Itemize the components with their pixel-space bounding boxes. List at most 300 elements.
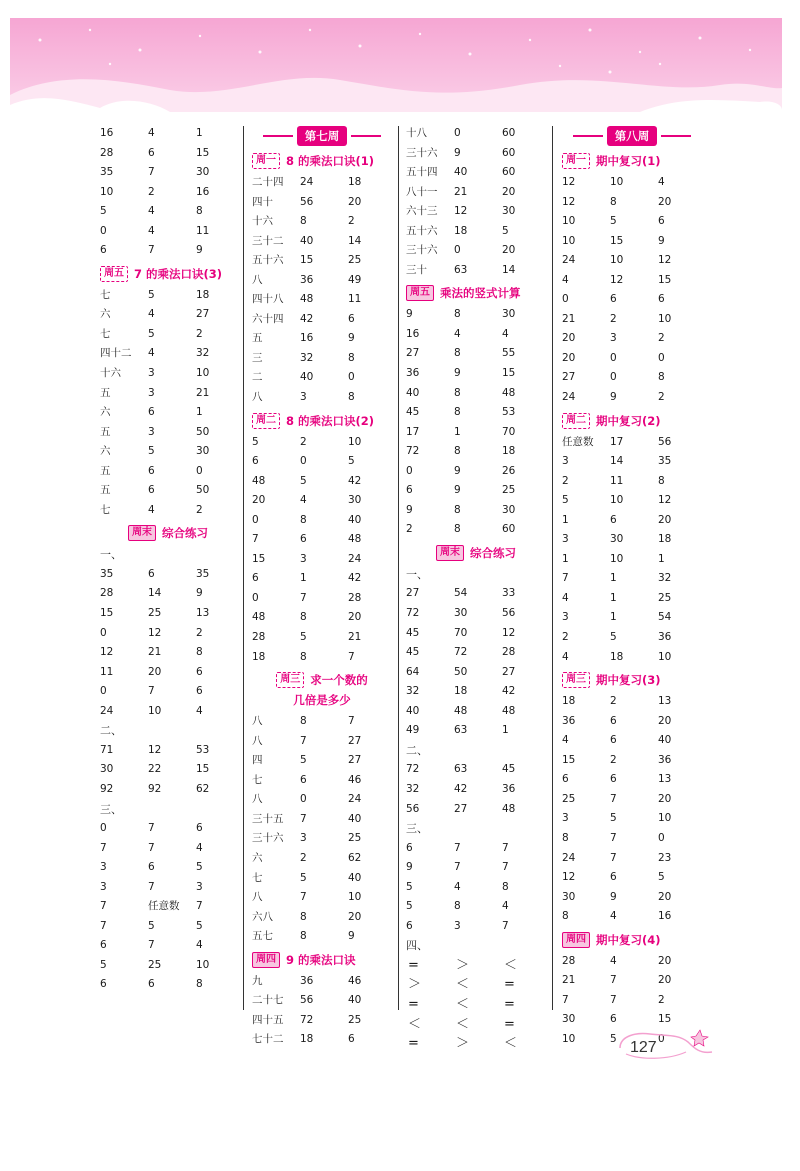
answer-cell: 8 xyxy=(454,445,461,458)
answer-cell: 6 xyxy=(100,978,107,991)
answer-cell: 0 xyxy=(196,464,203,477)
answer-cell: 2 xyxy=(658,391,665,404)
answer-row xyxy=(406,878,546,898)
day-tag: 周一 xyxy=(252,153,280,169)
answer-cell: = xyxy=(408,996,419,1012)
answer-cell: 9 xyxy=(610,391,617,404)
answer-row xyxy=(100,501,236,521)
answer-cell: 5 xyxy=(610,631,617,644)
answer-cell: 3 xyxy=(196,880,203,893)
answer-cell: 7 xyxy=(148,841,155,854)
answer-row xyxy=(406,800,546,820)
answer-cell: 2 xyxy=(196,327,203,340)
answer-cell: 9 xyxy=(454,484,461,497)
answer-cell: 6 xyxy=(148,484,155,497)
answer-cell: 40 xyxy=(406,386,420,399)
answer-cell: 13 xyxy=(658,695,672,708)
answer-cell: 7 xyxy=(148,939,155,952)
answer-row xyxy=(252,212,392,232)
answer-cell: 6 xyxy=(562,773,569,786)
answer-row xyxy=(252,751,392,771)
answer-row xyxy=(252,888,392,908)
answer-row xyxy=(100,624,236,644)
answer-cell: 6 xyxy=(610,714,617,727)
answer-cell: 21 xyxy=(196,386,210,399)
answer-row xyxy=(252,271,392,291)
answer-cell: 四十五 xyxy=(252,1013,284,1026)
answer-row xyxy=(562,290,702,310)
answer-cell: 9 xyxy=(454,464,461,477)
answer-cell: 八 xyxy=(252,391,263,404)
answer-cell: 5 xyxy=(658,871,665,884)
answer-cell: 2 xyxy=(658,993,665,1006)
answer-cell: 45 xyxy=(406,406,420,419)
answer-cell: 2 xyxy=(562,474,569,487)
answer-cell: 11 xyxy=(196,224,210,237)
answer-row xyxy=(562,829,702,849)
answer-cell: 15 xyxy=(300,254,314,267)
answer-cell: 18 xyxy=(300,1033,314,1046)
answer-cell: 62 xyxy=(348,851,362,864)
answer-cell: 7 xyxy=(148,244,155,257)
answer-cell: 10 xyxy=(562,1032,576,1045)
answer-cell: 三十五 xyxy=(252,812,284,825)
answer-cell: 0 xyxy=(406,464,413,477)
answer-cell: 14 xyxy=(502,263,516,276)
answer-cell: 20 xyxy=(562,351,576,364)
answer-cell: 4 xyxy=(148,224,155,237)
answer-row xyxy=(562,193,702,213)
answer-cell: 5 xyxy=(100,958,107,971)
answer-cell: 8 xyxy=(454,386,461,399)
answer-cell: 32 xyxy=(300,351,314,364)
answer-cell: 36 xyxy=(300,974,314,987)
answer-cell: 16 xyxy=(196,185,210,198)
answer-cell: 12 xyxy=(562,195,576,208)
answer-cell: 7 xyxy=(148,685,155,698)
answer-cell: 5 xyxy=(406,900,413,913)
answer-row xyxy=(406,364,546,384)
answer-cell: 五十六 xyxy=(252,254,284,267)
answer-row xyxy=(562,692,702,712)
answer-cell: 8 xyxy=(196,978,203,991)
answer-cell: 十六 xyxy=(100,367,121,380)
answer-cell: 9 xyxy=(454,367,461,380)
answer-cell: 三十六 xyxy=(252,832,284,845)
answer-cell: 30 xyxy=(502,205,516,218)
answer-cell: 49 xyxy=(406,724,420,737)
answer-row xyxy=(100,305,236,325)
answer-cell: 8 xyxy=(454,406,461,419)
answer-cell: 63 xyxy=(454,724,468,737)
answer-cell: 六十四 xyxy=(252,312,284,325)
answer-row xyxy=(100,584,236,604)
answer-cell: 10 xyxy=(610,254,624,267)
answer-row xyxy=(100,384,236,404)
answer-cell: 40 xyxy=(658,734,672,747)
answer-cell: 8 xyxy=(562,831,569,844)
answer-cell: 20 xyxy=(348,195,362,208)
answer-column-1 xyxy=(100,124,236,995)
answer-row xyxy=(100,741,236,761)
answer-cell: 3 xyxy=(300,552,307,565)
answer-row xyxy=(100,241,236,261)
answer-cell: 48 xyxy=(252,611,266,624)
section-header xyxy=(406,282,546,304)
answer-cell: 25 xyxy=(148,607,162,620)
answer-cell: 60 xyxy=(502,127,516,139)
answer-cell: 2 xyxy=(562,631,569,644)
answer-cell: 42 xyxy=(454,782,468,795)
answer-cell: 20 xyxy=(348,910,362,923)
answer-cell: 六 xyxy=(252,851,263,864)
answer-cell: 14 xyxy=(148,587,162,600)
answer-cell: 三 xyxy=(252,351,263,364)
answer-cell: 11 xyxy=(348,293,362,306)
answer-row xyxy=(406,780,546,800)
answer-cell: 6 xyxy=(100,939,107,952)
answer-cell: 六 xyxy=(100,406,111,419)
answer-row xyxy=(100,897,236,917)
answer-row xyxy=(252,829,392,849)
answer-cell: 9 xyxy=(348,930,355,943)
answer-cell: 36 xyxy=(502,782,516,795)
answer-row xyxy=(406,858,546,878)
answer-cell: 1 xyxy=(502,724,509,737)
answer-row xyxy=(252,173,392,193)
answer-cell: 56 xyxy=(502,607,516,620)
answer-cell: 20 xyxy=(658,195,672,208)
answer-cell: 7 xyxy=(100,841,107,854)
answer-cell: 8 xyxy=(300,513,307,526)
answer-row xyxy=(562,433,702,453)
section-title: 乘法的竖式计算 xyxy=(440,286,521,301)
answer-row xyxy=(252,589,392,609)
answer-cell: 27 xyxy=(196,308,210,321)
answer-row xyxy=(406,305,546,325)
answer-row xyxy=(406,344,546,364)
answer-row xyxy=(252,771,392,791)
answer-row xyxy=(406,261,546,281)
answer-row xyxy=(100,222,236,242)
answer-cell: 3 xyxy=(610,332,617,345)
answer-cell: 七 xyxy=(100,503,111,516)
answer-cell: 7 xyxy=(100,900,107,913)
answer-row xyxy=(562,173,702,193)
answer-cell: 四十二 xyxy=(100,347,132,360)
section-header xyxy=(562,150,702,172)
answer-row xyxy=(252,251,392,271)
answer-row xyxy=(252,608,392,628)
answer-cell: 56 xyxy=(300,195,314,208)
answer-cell: 三十六 xyxy=(406,244,438,257)
answer-block xyxy=(562,692,702,927)
answer-cell: 50 xyxy=(196,484,210,497)
column-divider xyxy=(243,126,244,1010)
answer-cell: 6 xyxy=(148,978,155,991)
answer-row xyxy=(406,702,546,722)
answer-cell: 27 xyxy=(562,371,576,384)
answer-row xyxy=(406,163,546,183)
section-header xyxy=(252,150,392,172)
answer-row xyxy=(252,329,392,349)
answer-cell: 8 xyxy=(300,930,307,943)
answer-cell: 16 xyxy=(100,127,114,139)
answer-cell: 42 xyxy=(348,474,362,487)
answer-cell: 7 xyxy=(300,734,307,747)
answer-cell: 46 xyxy=(348,974,362,987)
day-tag: 周一 xyxy=(562,153,590,169)
answer-cell: 28 xyxy=(562,954,576,967)
answer-cell: 24 xyxy=(562,391,576,404)
section-title: 期中复习(2) xyxy=(596,413,661,428)
answer-block xyxy=(406,124,546,280)
answer-cell: 8 xyxy=(196,646,203,659)
answer-cell: 3 xyxy=(562,812,569,825)
answer-cell: 63 xyxy=(454,763,468,776)
answer-cell: 9 xyxy=(406,308,413,321)
section-number: 三、 xyxy=(100,802,122,816)
answer-row xyxy=(562,251,702,271)
answer-cell: 11 xyxy=(100,665,114,678)
answer-cell: 30 xyxy=(610,533,624,546)
answer-row xyxy=(562,971,702,991)
answer-row xyxy=(406,897,546,917)
answer-cell: 16 xyxy=(658,910,672,923)
answer-cell: 2 xyxy=(610,695,617,708)
answer-row xyxy=(252,849,392,869)
answer-cell: 十八 xyxy=(406,127,427,139)
answer-cell: 4 xyxy=(454,880,461,893)
answer-row xyxy=(252,193,392,213)
answer-cell: 9 xyxy=(196,587,203,600)
answer-block xyxy=(406,305,546,540)
answer-cell: 10 xyxy=(100,185,114,198)
answer-cell: 32 xyxy=(406,782,420,795)
answer-cell: 10 xyxy=(196,367,210,380)
answer-cell: 32 xyxy=(658,572,672,585)
answer-row xyxy=(100,124,236,144)
answer-block xyxy=(562,433,702,668)
answer-block xyxy=(100,565,236,721)
answer-cell: 20 xyxy=(502,244,516,257)
answer-cell: 17 xyxy=(406,425,420,438)
answer-row xyxy=(562,349,702,369)
answer-cell: 10 xyxy=(658,312,672,325)
section-number: 四、 xyxy=(406,939,428,953)
answer-cell: 18 xyxy=(252,650,266,663)
answer-row xyxy=(406,643,546,663)
answer-row xyxy=(252,908,392,928)
answer-cell: 62 xyxy=(196,782,210,795)
answer-row xyxy=(252,290,392,310)
answer-row xyxy=(100,325,236,345)
answer-cell: 56 xyxy=(300,994,314,1007)
day-tag: 周五 xyxy=(100,266,128,282)
answer-cell: 42 xyxy=(348,572,362,585)
answer-cell: 12 xyxy=(148,626,162,639)
answer-row xyxy=(562,232,702,252)
answer-cell: 5 xyxy=(300,474,307,487)
answer-row xyxy=(562,589,702,609)
answer-cell: 8 xyxy=(658,371,665,384)
answer-cell: 4 xyxy=(196,939,203,952)
answer-cell: 3 xyxy=(148,386,155,399)
answer-row xyxy=(252,1011,392,1031)
answer-cell: 4 xyxy=(658,176,665,188)
answer-cell: 6 xyxy=(148,861,155,874)
answer-cell: 18 xyxy=(454,685,468,698)
answer-row xyxy=(562,648,702,668)
answer-cell: 7 xyxy=(348,650,355,663)
answer-cell: 56 xyxy=(658,435,672,448)
answer-cell: 0 xyxy=(100,224,107,237)
answer-row xyxy=(406,124,546,144)
answer-cell: 30 xyxy=(348,494,362,507)
answer-row xyxy=(252,550,392,570)
answer-cell: 25 xyxy=(348,832,362,845)
answer-cell: 30 xyxy=(562,1013,576,1026)
answer-cell: 6 xyxy=(348,1033,355,1046)
page-banner xyxy=(0,0,800,140)
answer-row xyxy=(252,712,392,732)
answer-cell: 40 xyxy=(300,234,314,247)
answer-cell: 7 xyxy=(196,900,203,913)
answer-cell: 30 xyxy=(196,166,210,179)
section-header xyxy=(252,949,392,971)
answer-cell: 七 xyxy=(100,288,111,301)
answer-cell: 36 xyxy=(406,367,420,380)
answer-row xyxy=(406,241,546,261)
section-header xyxy=(252,410,392,432)
answer-cell: 35 xyxy=(196,567,210,580)
day-tag: 周二 xyxy=(562,413,590,429)
section-header xyxy=(100,263,236,285)
week-label: 第七周 xyxy=(297,126,348,146)
answer-cell: 18 xyxy=(502,445,516,458)
answer-cell: 1 xyxy=(300,572,307,585)
answer-column-3 xyxy=(406,124,546,1054)
answer-cell: 五七 xyxy=(252,930,273,943)
day-tag: 周三 xyxy=(562,672,590,688)
answer-cell: 六 xyxy=(100,308,111,321)
answer-block xyxy=(100,286,236,521)
answer-cell: 3 xyxy=(148,425,155,438)
section-number: 一、 xyxy=(406,567,428,581)
answer-cell: 二十七 xyxy=(252,994,284,1007)
column-divider xyxy=(552,126,553,1010)
answer-cell: 10 xyxy=(610,494,624,507)
answer-cell: 10 xyxy=(148,704,162,717)
answer-cell: = xyxy=(504,977,515,993)
answer-cell: 任意数 xyxy=(562,435,594,448)
answer-row xyxy=(406,403,546,423)
answer-cell: 6 xyxy=(300,773,307,786)
answer-cell: 0 xyxy=(348,371,355,384)
answer-cell: 35 xyxy=(100,567,114,580)
answer-row xyxy=(100,481,236,501)
answer-cell: 7 xyxy=(610,792,617,805)
answer-cell: 5 xyxy=(148,919,155,932)
answer-cell: 24 xyxy=(348,552,362,565)
answer-cell: 4 xyxy=(148,205,155,218)
answer-cell: 8 xyxy=(300,910,307,923)
answer-cell: 6 xyxy=(610,293,617,306)
answer-cell: 任意数 xyxy=(148,900,180,913)
answer-cell: 45 xyxy=(406,626,420,639)
answer-cell: 7 xyxy=(148,166,155,179)
answer-cell: 10 xyxy=(658,650,672,663)
answer-cell: 5 xyxy=(148,288,155,301)
day-tag: 周二 xyxy=(252,413,280,429)
answer-cell: 八 xyxy=(252,734,263,747)
answer-row xyxy=(406,995,546,1015)
answer-cell: 14 xyxy=(348,234,362,247)
answer-cell: 7 xyxy=(454,861,461,874)
answer-cell: 3 xyxy=(100,861,107,874)
answer-block xyxy=(562,173,702,408)
answer-row xyxy=(562,511,702,531)
answer-cell: 63 xyxy=(454,263,468,276)
answer-cell: 20 xyxy=(502,185,516,198)
answer-cell: 8 xyxy=(610,195,617,208)
answer-cell: 1 xyxy=(610,611,617,624)
answer-row xyxy=(100,663,236,683)
answer-cell: 56 xyxy=(406,802,420,815)
week-label: 第八周 xyxy=(607,126,658,146)
answer-row xyxy=(252,810,392,830)
answer-cell: 9 xyxy=(196,244,203,257)
answer-cell: 三十六 xyxy=(406,146,438,159)
answer-cell: 4 xyxy=(454,327,461,340)
answer-cell: 9 xyxy=(348,332,355,345)
answer-cell: 27 xyxy=(348,734,362,747)
answer-cell: 48 xyxy=(502,802,516,815)
answer-cell: 4 xyxy=(148,347,155,360)
answer-row xyxy=(562,530,702,550)
answer-row xyxy=(562,550,702,570)
answer-cell: 0 xyxy=(100,822,107,835)
answer-cell: 0 xyxy=(610,351,617,364)
answer-row xyxy=(100,144,236,164)
answer-cell: ＜ xyxy=(456,977,470,993)
answer-block xyxy=(406,839,546,937)
answer-cell: 7 xyxy=(348,715,355,728)
answer-cell: 五十四 xyxy=(406,166,438,179)
section-header xyxy=(406,542,546,564)
answer-cell: 6 xyxy=(252,572,259,585)
answer-cell: 7 xyxy=(502,861,509,874)
section-title: 综合练习 xyxy=(162,526,208,541)
answer-cell: 8 xyxy=(454,900,461,913)
answer-row xyxy=(562,368,702,388)
answer-cell: 8 xyxy=(300,650,307,663)
answer-row xyxy=(406,624,546,644)
answer-cell: ＜ xyxy=(408,1016,422,1032)
answer-cell: 8 xyxy=(196,205,203,218)
answer-cell: 36 xyxy=(658,753,672,766)
answer-cell: 13 xyxy=(196,607,210,620)
answer-cell: 6 xyxy=(658,215,665,228)
answer-cell: 21 xyxy=(148,646,162,659)
answer-cell: 0 xyxy=(610,371,617,384)
answer-row xyxy=(100,878,236,898)
answer-cell: 15 xyxy=(610,234,624,247)
answer-cell: 5 xyxy=(406,880,413,893)
answer-cell: 15 xyxy=(502,367,516,380)
answer-cell: 8 xyxy=(562,910,569,923)
answer-row xyxy=(406,442,546,462)
